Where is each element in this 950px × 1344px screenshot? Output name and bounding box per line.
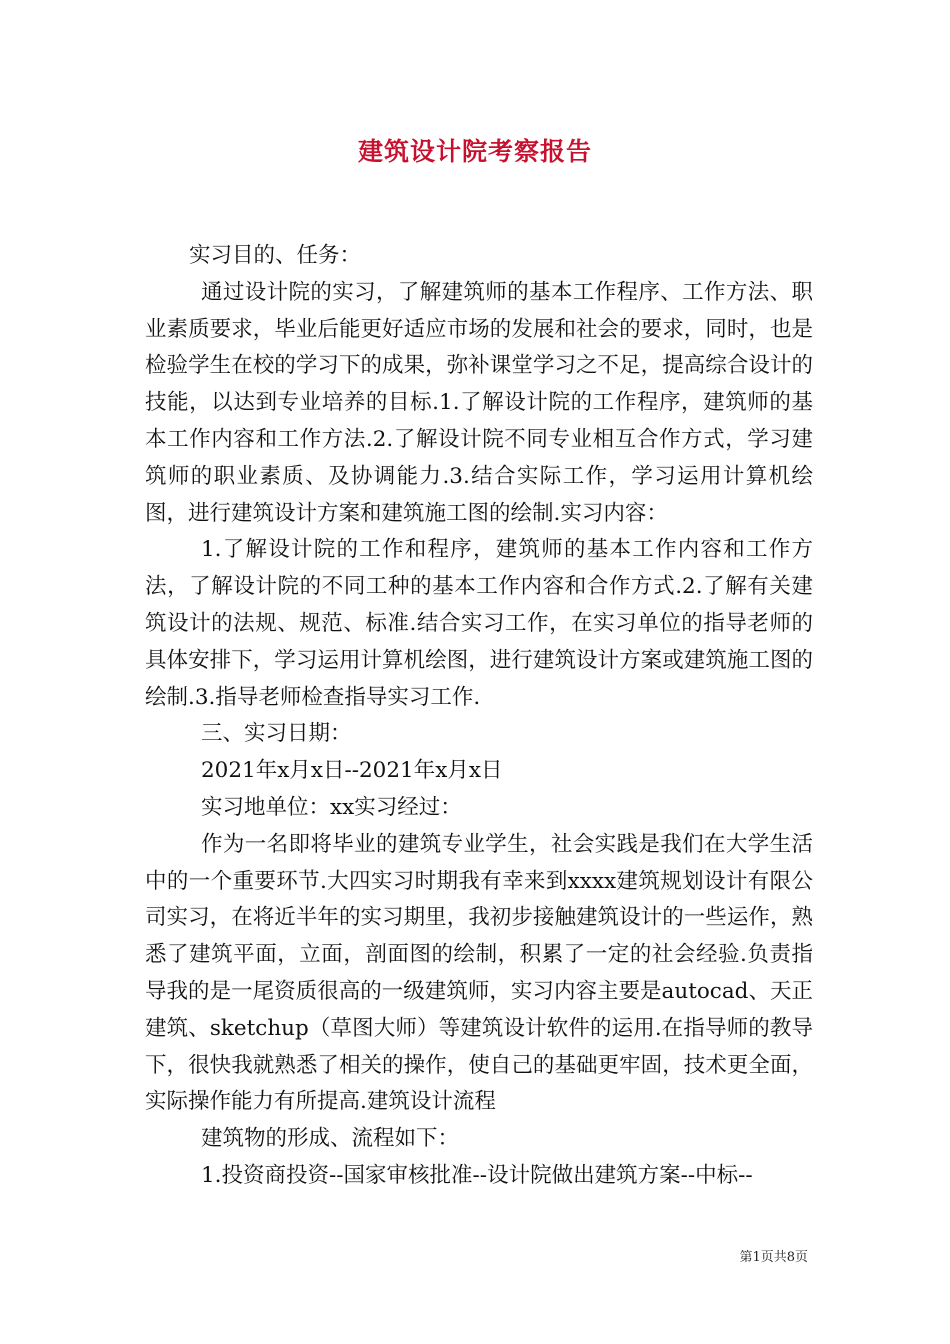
paragraph-process-heading: 建筑物的形成、流程如下： [201, 1126, 460, 1152]
paragraph-experience: 作为一名即将毕业的建筑专业学生，社会实践是我们在大学生活中的一个重要环节.大四实习时期我有幸来到xxxx建筑规划设计有限公司实习，在将近半年的实习期里，我初步接触建筑设计的一些运作，熟悉了建筑平面，立面，剖面图的绘制，积累了一定的社会经验.负责指导我的是一尾资质很高的一级建筑师，实习内容主要是autocad、天正建筑、sketchup（草图大师）等建筑设计软件的运用.在指导师的教导下，很快我就熟悉了相关的操作，使自己的基础更牢固，技术更全面，实际操作能力有所提高.建筑设计流程 [145, 831, 813, 1115]
paragraph-content: 1.了解设计院的工作和程序，建筑师的基本工作内容和工作方法，了解设计院的不同工种的基本工作内容和合作方式.2.了解有关建筑设计的法规、规范、标准.结合实习工作，在实习单位的指导老师的具体安排下，学习运用计算机绘图，进行建筑设计方案或建筑施工图的绘制.3.指导老师检查指导实习工作. [145, 537, 813, 710]
document-body [145, 238, 813, 1195]
paragraph-date: 2021年x月x日--2021年x月x日 [201, 758, 503, 784]
document-title: 建筑设计院考察报告 [357, 137, 592, 166]
paragraph-purpose: 通过设计院的实习，了解建筑师的基本工作程序、工作方法、职业素质要求，毕业后能更好适应市场的发展和社会的要求，同时，也是检验学生在校的学习下的成果，弥补课堂学习之不足，提高综合设计的技能，以达到专业培养的目标.1.了解设计院的工作程序，建筑师的基本工作内容和工作方法.2.了解设计院不同专业相互合作方式，学习建筑师的职业素质、及协调能力.3.结合实际工作，学习运用计算机绘图，进行建筑设计方案和建筑施工图的绘制.实习内容： [145, 279, 813, 526]
paragraph-date-heading: 三、实习日期： [201, 721, 352, 747]
paragraph-unit: 实习地单位：xx实习经过： [201, 794, 462, 820]
page-number: 第1页共8页 [739, 1250, 808, 1265]
paragraph-process-step: 1.投资商投资--国家审核批准--设计院做出建筑方案--中标-- [201, 1162, 753, 1188]
paragraph-purpose-heading: 实习目的、任务： [189, 243, 362, 268]
